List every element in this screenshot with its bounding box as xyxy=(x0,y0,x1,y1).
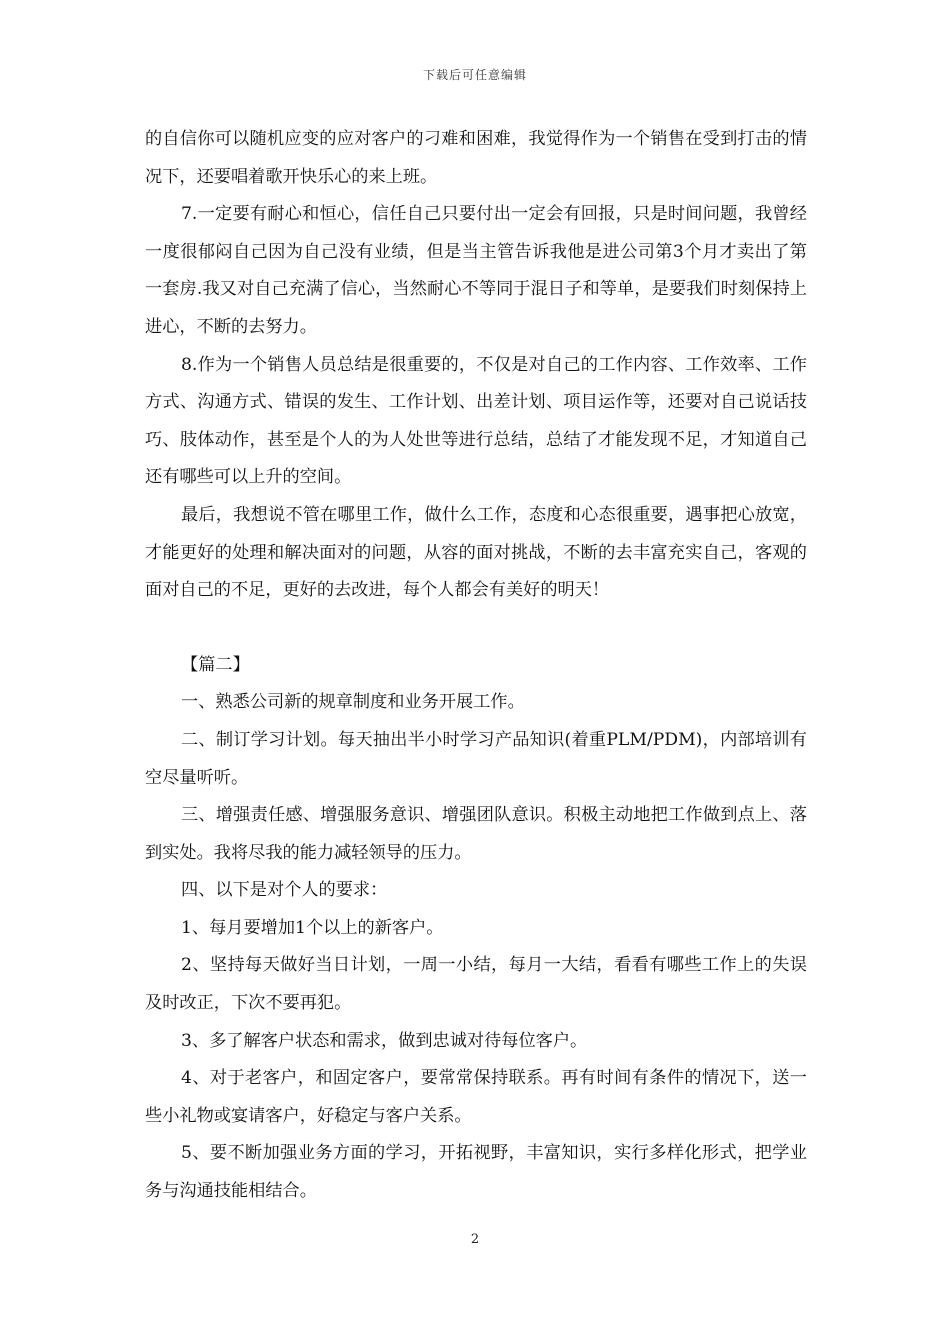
section-title: 【篇二】 xyxy=(181,654,250,675)
section-spacer xyxy=(145,610,807,647)
paragraph-continuation: 的自信你可以随机应变的应对客户的刁难和困难，我觉得作为一个销售在受到打击的情况下，还要唱着歌开快乐心的来上班。 xyxy=(145,129,807,187)
requirement-1: 1、每月要增加1个以上的新客户。 xyxy=(181,917,444,938)
requirement-2: 2、坚持每天做好当日计划，一周一小结，每月一大结，看看有哪些工作上的失误及时改正，下次不要再犯。 xyxy=(145,955,807,1014)
paragraph-conclusion: 最后，我想说不管在哪里工作，做什么工作，态度和心态很重要，遇事把心放宽，才能更好的处理和解决面对的问题，从容的面对挑战，不断的去丰富充实自己，客观的面对自己的不足，更好的去改进，每个人都会有美好的明天！ xyxy=(145,504,807,601)
paragraph-item-7: 7.一定要有耐心和恒心，信任自己只要付出一定会有回报，只是时间问题，我曾经一度很郁闷自己因为自己没有业绩，但是当主管告诉我他是进公司第3个月才卖出了第一套房.我又对自己充满了信心，当然耐心不等同于混日子和等单，是要我们时刻保持上进心，不断的去努力。 xyxy=(145,204,807,337)
paragraph-item-8: 8.作为一个销售人员总结是很重要的，不仅是对自己的工作内容、工作效率、工作方式、沟通方式、错误的发生、工作计划、出差计划、项目运作等，还要对自己说话技巧、肢体动作，甚至是个人的为人处世等进行总结，总结了才能发现不足，才知道自己还有哪些可以上升的空间。 xyxy=(145,354,807,488)
plan-item-1: 一、熟悉公司新的规章制度和业务开展工作。 xyxy=(181,692,525,713)
page-header-note: 下载后可任意编辑 xyxy=(422,68,527,82)
requirement-4: 4、对于老客户，和固定客户，要常常保持联系。再有时间有条件的情况下，送一些小礼物或宴请客户，好稳定与客户关系。 xyxy=(145,1068,807,1126)
document-body xyxy=(145,121,807,1211)
requirement-5: 5、要不断加强业务方面的学习，开拓视野，丰富知识，实行多样化形式，把学业务与沟通技能相结合。 xyxy=(145,1143,807,1202)
plan-item-2: 二、制订学习计划。每天抽出半小时学习产品知识(着重PLM/PDM)，内部培训有空尽量听听。 xyxy=(145,729,807,788)
plan-item-4: 四、以下是对个人的要求： xyxy=(181,880,388,901)
page-number: 2 xyxy=(470,1232,480,1247)
requirement-3: 3、多了解客户状态和需求，做到忠诚对待每位客户。 xyxy=(181,1030,588,1051)
plan-item-3: 三、增强责任感、增强服务意识、增强团队意识。积极主动地把工作做到点上、落到实处。我将尽我的能力减轻领导的压力。 xyxy=(145,805,807,863)
